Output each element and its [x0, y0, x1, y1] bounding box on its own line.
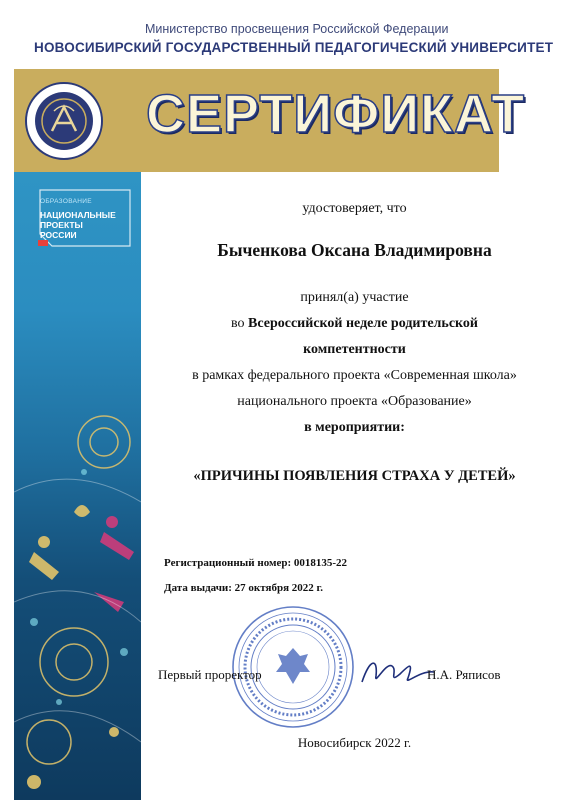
signer-name: Н.А. Ряписов: [427, 667, 501, 682]
city-year: Новосибирск 2022 г.: [297, 735, 412, 750]
project-small-label: ОБРАЗОВАНИЕ: [40, 198, 92, 205]
participated-text: принял(а) участие: [300, 290, 409, 305]
event-line-1: [141, 316, 568, 332]
event-prefix: во: [231, 316, 249, 331]
ministry-name: Министерство просвещения Российской Федерации: [145, 22, 449, 36]
recipient-name: Быченкова Оксана Владимировна: [217, 240, 492, 260]
project-main-label: НАЦИОНАЛЬНЫЕ ПРОЕКТЫ РОССИИ: [40, 210, 116, 240]
event-name-part-2: компетентности: [303, 342, 406, 357]
university-emblem-icon: [24, 81, 104, 161]
national-project-text: национального проекта «Образование»: [237, 394, 472, 409]
certificate-banner: [14, 69, 526, 172]
event-topic: «ПРИЧИНЫ ПОЯВЛЕНИЯ СТРАХА У ДЕТЕЙ»: [193, 468, 516, 484]
signature-icon: [358, 652, 438, 692]
ornament-illustration-icon: [14, 402, 141, 800]
issue-date: Дата выдачи: 27 октября 2022 г.: [164, 582, 324, 594]
event-name-part-1: Всероссийской неделе родительской: [248, 316, 478, 331]
certificate-title: СЕРТИФИКАТ: [146, 84, 526, 144]
signer-position: Первый проректор: [158, 667, 262, 682]
decorative-sidebar: [14, 172, 141, 800]
university-name: НОВОСИБИРСКИЙ ГОСУДАРСТВЕННЫЙ ПЕДАГОГИЧЕСКИЙ УНИВЕРСИТЕТ: [34, 40, 554, 55]
certifies-text: удостоверяет, что: [302, 201, 407, 216]
in-event-label: в мероприятии:: [304, 420, 405, 435]
registration-number: Регистрационный номер: 0018135-22: [164, 557, 348, 569]
federal-project-text: в рамках федерального проекта «Современная школа»: [192, 368, 517, 383]
